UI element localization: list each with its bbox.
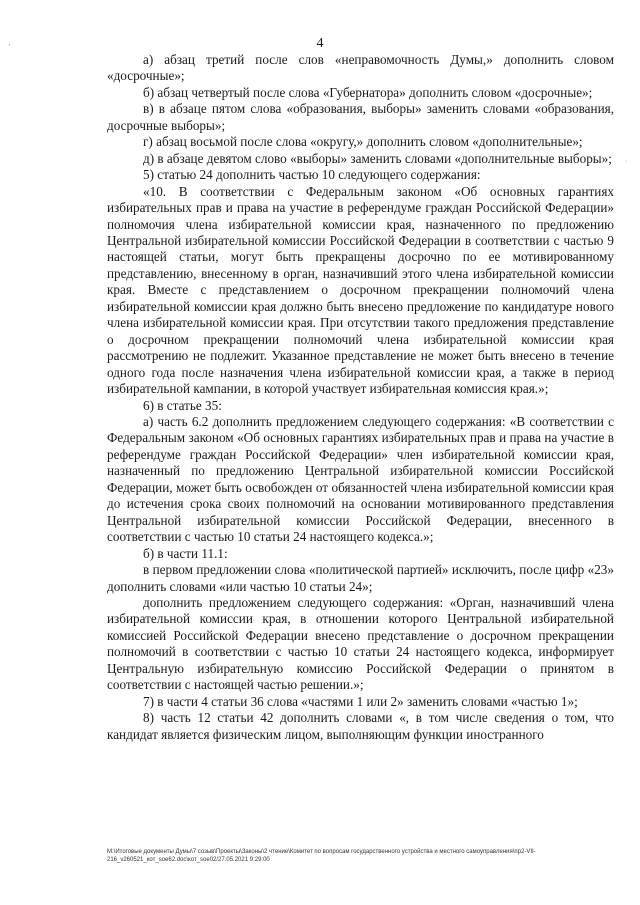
paragraph: 6) в статье 35: [143, 397, 222, 413]
paragraph: а) абзац третий после слов «неправомочность Думы,» дополнить словом «досрочные»; [107, 52, 614, 84]
paragraph: г) абзац восьмой после слова «округу,» дополнить словом «дополнительные»; [143, 134, 583, 150]
page-number: 4 [316, 36, 324, 51]
paragraph: д) в абзаце девятом слово «выборы» заменить словами «дополнительные выборы»; [143, 150, 612, 166]
footer-line: М:\Итоговые документы Думы\7 созыв\Проекты\Законы\2 чтение\Комитет по вопросам государственного устройства и местного самоуправления\пр2-VII- [107, 849, 536, 855]
footer-line: 216_v260521_кот_soe62.doc\кот_soe02/27.05.2021 9:29:00 [107, 857, 270, 863]
scan-mark: ' [9, 44, 11, 51]
paragraph: 8) часть 12 статьи 42 дополнить словами «, в том числе сведения о том, что кандидат является физическим лицом, выполняющим функции иностранного [107, 710, 614, 742]
document-body [107, 52, 614, 743]
paragraph: дополнить предложением следующего содержания: «Орган, назначивший члена избирательной комиссии края, в отношении которого Центральной избирательной комиссией Российской Федерации внесено представление о досрочном прекращении полномочий в соответствии с частью 10 статьи 24 настоящего кодекса, информирует Центральную избирательную комиссию Российской Федерации о принятом в соответствии с настоящей частью решении.»; [107, 594, 614, 693]
paragraph: б) абзац четвертый после слова «Губернатора» дополнить словом «досрочные»; [143, 84, 593, 100]
paragraph: б) в части 11.1: [143, 545, 228, 561]
scan-mark: · [625, 158, 628, 165]
paragraph: в первом предложении слова «политической партией» исключить, после цифр «23» дополнить словами «или частью 10 статьи 24»; [107, 562, 614, 594]
paragraph: в) в абзаце пятом слова «образования, выборы» заменить словами «образования, досрочные выборы»; [107, 101, 614, 133]
paragraph: 5) статью 24 дополнить частью 10 следующего содержания: [143, 167, 481, 183]
file-path-footer [107, 848, 627, 864]
paragraph: а) часть 6.2 дополнить предложением следующего содержания: «В соответствии с Федеральным законом «Об основных гарантиях избирательных прав и права на участие в референдуме граждан Российской Федерации» член избирательной комиссии края, назначенный по предложению Центральной избирательной комиссии Российской Федерации, может быть освобожден от обязанностей члена избирательной комиссии края до истечения срока своих полномочий на основании мотивированного представления Центральной избирательной комиссии Российской Федерации, внесенного в соответствии с частью 10 статьи 24 настоящего кодекса.»; [107, 413, 614, 545]
paragraph: 7) в части 4 статьи 36 слова «частями 1 или 2» заменить словами «частью 1»; [143, 693, 578, 709]
paragraph: «10. В соответствии с Федеральным законом «Об основных гарантиях избирательных прав и права на участие в референдуме граждан Российской Федерации» полномочия члена избирательной комиссии края, назначенного по предложению Центральной избирательной комиссии Российской Федерации в соответствии с частью 9 настоящей статьи, могут быть прекращены досрочно по ее мотивированному представлению, внесенному в орган, назначивший этого члена избирательной комиссии края. Вместе с представлением о досрочном прекращении полномочий члена избирательной комиссии края должно быть внесено предложение по кандидатуре нового члена избирательной комиссии края. При отсутствии такого предложения представление о досрочном прекращении полномочий члена избирательной комиссии края рассмотрению не подлежит. Указанное представление не может быть внесено в течение одного года после назначения члена избирательной комиссии края, а также в период избирательной кампании, в которой участвует избирательная комиссия края.»; [107, 183, 614, 397]
